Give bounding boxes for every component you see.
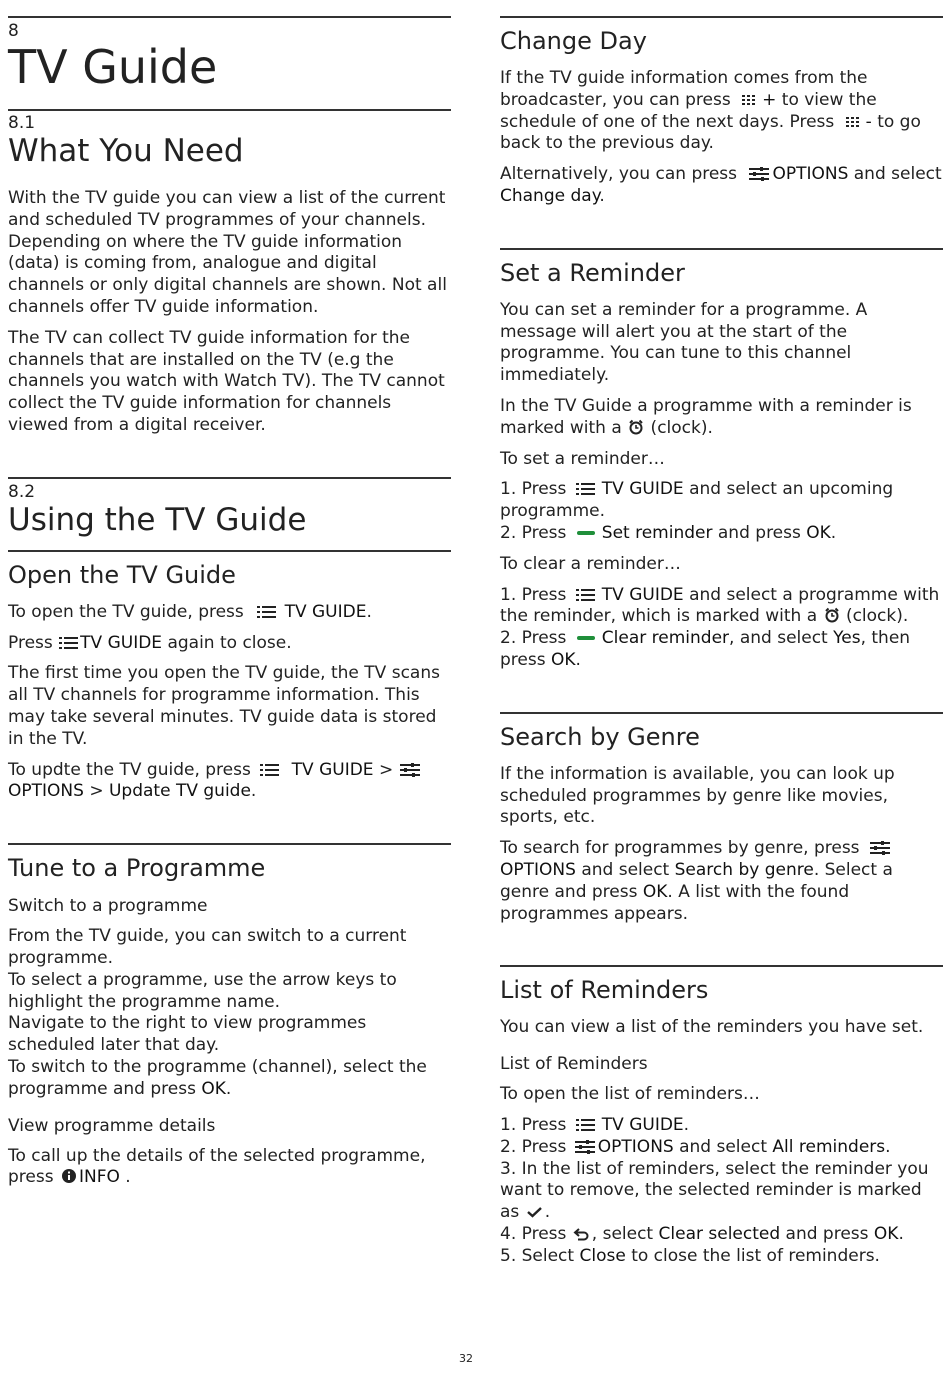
text: . (225, 1078, 232, 1099)
paragraph (500, 68, 943, 155)
subsection-title: Change Day (500, 27, 647, 55)
subsection-title: List of Reminders (500, 976, 709, 1005)
text: To switch to the programme (channel), select the programme and press (8, 1056, 427, 1099)
text: From the TV guide, you can switch to a current programme. (8, 926, 407, 968)
paragraph: To set a reminder… (500, 448, 665, 469)
text: to go back to the previous day. (500, 111, 921, 154)
key-label: OPTIONS (500, 859, 576, 880)
text: and select (848, 164, 942, 185)
paragraph (8, 760, 451, 804)
text: To call up the details of the selected programme, press (8, 1145, 426, 1188)
text: and select an upcoming programme. (500, 479, 894, 522)
subsection-rule (500, 248, 943, 250)
paragraph (8, 633, 451, 655)
key-label: TV GUIDE (291, 759, 374, 780)
paragraph (500, 479, 943, 544)
tv-guide-icon (58, 636, 80, 650)
key-label: Clear reminder (601, 628, 730, 649)
text: To search for programmes by genre, press (500, 838, 865, 859)
section-rule (8, 477, 451, 479)
section-number: 8.1 (8, 113, 36, 133)
key-label: + (762, 89, 777, 110)
chapter-rule (8, 16, 451, 18)
tv-guide-icon (572, 482, 602, 496)
paragraph: If the information is available, you can look up scheduled programmes by genre like movies, sports, etc. (500, 763, 895, 828)
subsection-title: Open the TV Guide (8, 560, 236, 589)
check-icon (525, 1205, 545, 1219)
back-icon (572, 1227, 592, 1241)
text: 5. Select (500, 1245, 580, 1266)
key-label: TV GUIDE (601, 479, 684, 500)
key-label: OK (201, 1078, 226, 1099)
subsection-rule (500, 16, 943, 18)
options-icon (572, 1140, 598, 1154)
paragraph: With the TV guide you can view a list of the current and scheduled TV programmes of your channels. Depending on where the TV guide information (data) is coming from, analogue and digital channels or only digital channels are shown. Not all channels offer TV guide information. (8, 188, 447, 317)
paragraph (8, 602, 451, 624)
options-icon (742, 167, 772, 181)
key-label: OK (550, 649, 576, 670)
text: . (885, 1136, 891, 1157)
key-label: Close (579, 1245, 626, 1266)
clock-icon (627, 419, 645, 435)
section-rule (8, 109, 451, 111)
text: and press (712, 522, 807, 543)
key-label: TV GUIDE (80, 632, 163, 653)
tv-guide-icon (256, 763, 286, 777)
text: 2. Press (500, 628, 572, 649)
key-label: Change day (500, 185, 600, 206)
text: (clock). (840, 606, 909, 627)
info-icon (59, 1168, 79, 1184)
text: . (575, 649, 581, 670)
subsection-title: Search by Genre (500, 722, 700, 751)
tv-guide-icon (736, 93, 762, 107)
text: To select a programme, use the arrow keys to highlight the programme name. (8, 969, 397, 1012)
paragraph: The TV can collect TV guide information for the channels that are installed on the TV (e.g the channels you watch with Watch TV). The TV cannot collect the TV guide information for channels viewed from a digital receiver. (8, 327, 445, 435)
section-title: What You Need (8, 133, 244, 169)
paragraph: To clear a reminder… (500, 553, 681, 574)
minor-heading: List of Reminders (500, 1054, 648, 1075)
text: 1. Press (500, 584, 572, 605)
text: and select a programme with the reminder, which is marked with a (500, 584, 940, 627)
text: . (250, 781, 257, 802)
text: . Select a genre and press (500, 859, 893, 902)
text: 3. In the list of reminders, select the reminder you want to remove, the selected reminder is marked as (500, 1158, 929, 1223)
text: and select (673, 1136, 773, 1157)
chapter-number: 8 (8, 21, 19, 41)
tv-guide-icon (572, 1118, 602, 1132)
key-label: Update TV guide (108, 781, 251, 802)
text: . A list with the found programmes appears. (500, 881, 850, 924)
paragraph: You can view a list of the reminders you have set. (500, 1017, 924, 1038)
right-column (500, 0, 943, 1267)
key-label: OK (642, 881, 668, 902)
key-label: All reminders (772, 1136, 886, 1157)
text: 1. Press (500, 1114, 572, 1135)
green-key-icon (572, 526, 602, 540)
key-label: OPTIONS (772, 164, 849, 185)
minor-heading: Switch to a programme (8, 896, 208, 917)
options-icon (399, 763, 421, 777)
key-label: OPTIONS (597, 1136, 674, 1157)
key-label: TV GUIDE (601, 584, 684, 605)
key-label: OK (806, 522, 831, 543)
subsection-title: Set a Reminder (500, 258, 685, 287)
paragraph (500, 396, 943, 440)
options-icon (865, 841, 893, 855)
text: If the TV guide information comes from the broadcaster, you can press (500, 68, 868, 110)
paragraph (500, 1115, 943, 1268)
text: In the TV Guide a programme with a reminder is marked with a (500, 395, 912, 438)
text: and select (575, 859, 675, 880)
text: to close the list of reminders. (625, 1245, 880, 1266)
page-number: 32 (459, 1352, 473, 1365)
text: Press (8, 632, 59, 653)
subsection-rule (500, 965, 943, 967)
subsection-rule (500, 712, 943, 714)
minor-heading: View programme details (8, 1115, 216, 1136)
key-label: TV GUIDE (284, 601, 367, 622)
paragraph (500, 585, 943, 672)
key-label: Set reminder (601, 522, 713, 543)
text: . (366, 601, 372, 622)
tv-guide-icon (249, 605, 279, 619)
chapter-title: TV Guide (8, 40, 218, 94)
subsection-rule (8, 550, 451, 552)
text: , then press (500, 628, 911, 670)
key-label: OK (873, 1223, 899, 1244)
paragraph: You can set a reminder for a programme. A message will alert you at the start of the programme. You can tune to this channel immediately. (500, 299, 868, 386)
paragraph: To open the list of reminders… (500, 1084, 760, 1105)
paragraph (8, 1146, 451, 1190)
text: and press (780, 1223, 874, 1244)
text: . (898, 1223, 904, 1244)
subsection-rule (8, 843, 451, 845)
text: > (373, 759, 399, 780)
text: To updte the TV guide, press (8, 759, 257, 780)
key-label: INFO (78, 1167, 120, 1188)
text: Navigate to the right to view programmes scheduled later that day. (8, 1013, 367, 1056)
text: . (830, 522, 837, 543)
text: . (599, 185, 605, 206)
section-title: Using the TV Guide (8, 501, 307, 538)
text: . (544, 1202, 551, 1223)
key-label: - (865, 111, 872, 132)
key-label: OPTIONS (8, 781, 84, 802)
green-key-icon (572, 631, 602, 645)
text: . (119, 1167, 131, 1188)
paragraph (500, 838, 943, 925)
key-label: Clear selected (658, 1223, 781, 1244)
clock-icon (823, 607, 841, 623)
text: , select (591, 1223, 659, 1244)
text: > (83, 781, 109, 802)
text: Alternatively, you can press (500, 164, 743, 185)
tv-guide-icon (572, 588, 602, 602)
subsection-title: Tune to a Programme (8, 854, 266, 883)
text: 1. Press (500, 479, 572, 500)
text: 2. Press (500, 522, 572, 543)
section-number: 8.2 (8, 481, 36, 502)
left-column (8, 0, 451, 1189)
tv-guide-icon (840, 115, 866, 129)
text: to view the schedule of one of the next days. Press (500, 89, 877, 132)
key-label: Search by genre (674, 859, 814, 880)
text: again to close. (162, 632, 292, 653)
key-label: TV GUIDE (601, 1114, 684, 1135)
paragraph (8, 926, 451, 1100)
text: , and select (729, 628, 834, 649)
text: 2. Press (500, 1136, 572, 1157)
key-label: Yes (833, 628, 861, 649)
paragraph (500, 164, 943, 208)
text: To open the TV guide, press (8, 601, 250, 622)
text: (clock). (645, 417, 713, 438)
paragraph: The first time you open the TV guide, the TV scans all TV channels for programme information. This may take several minutes. TV guide data is stored in the TV. (8, 663, 440, 749)
text: . (683, 1114, 690, 1135)
text: 4. Press (500, 1223, 572, 1244)
